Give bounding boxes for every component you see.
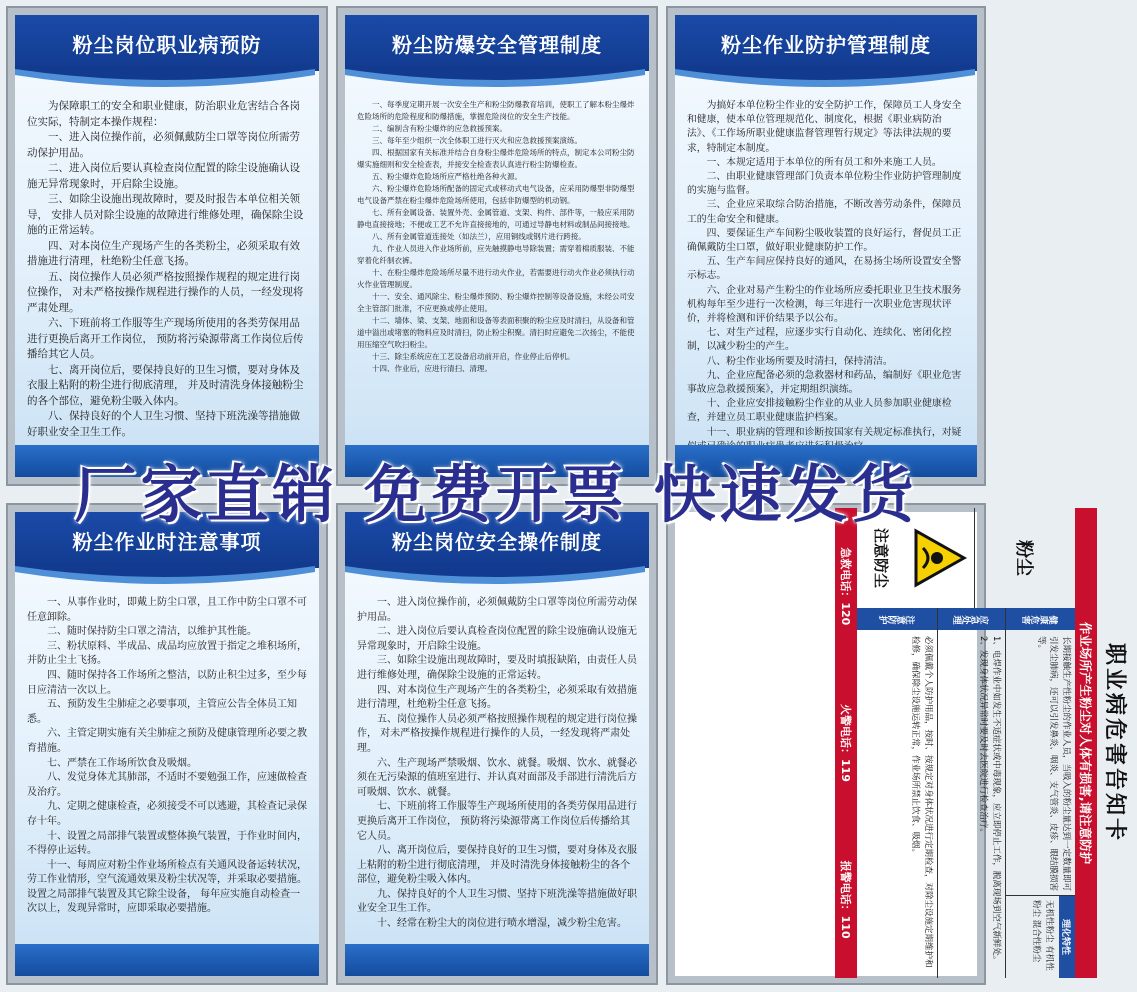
poster-body [357,99,637,441]
paragraph: 九、定期之健康检查，必须接受不可以逃避，其检查记录保存十年。 [27,801,307,827]
poster-title: 粉尘岗位职业病预防 [15,15,319,71]
poster-body [357,596,637,940]
header-wave-decoration [675,65,975,95]
paragraph: 一、每季度定期开展一次安全生产和粉尘防爆教育培训，使职工了解本粉尘爆炸危险场所的危险程度和防爆措施，掌握危险岗位的安全生产技能。 [357,100,635,121]
paragraph: 二、进入岗位后要认真检查岗位配置的除尘设施确认设施无异常现象时，开启除尘设施。 [27,162,300,190]
protection-section [857,608,937,978]
poster-protection-management [668,8,984,484]
paragraph: 十、设置之局部排气装置或整体换气装置，于作业时间内，不得停止运转。 [27,830,307,857]
paragraph: 十一、职业病的管理和诊断按国家有关规定标准执行，对疑 [706,426,962,438]
paragraph: 七、对生产过程，应逐步实行自动化、连续化、密闭化控制，以减少粉尘的产生。 [687,327,952,353]
paragraph: 四、对本岗位生产现场产生的各类粉尘，必须采取有效措施进行清理，杜绝粉尘任意飞扬。 [357,684,637,711]
paragraph: 为搞好本单位粉尘作业的安全防护工作，保障员工人身安全和健康，使本单位管理规范化、制度化，根据《职业病防治法》、《工作场所职业健康监督管理暂行规定》等法律法规的要求，特制定本制度。 [687,100,962,154]
paragraph: 十、企业应安排接触粉尘作业的从业人员参加职业健康检查，并建立员工职业健康监护档案。 [687,398,952,424]
health-hazard-text: 长期接触生产性粉尘的作业人员，当吸入的粉尘量达到一定数量即可引发尘肺病，还可以引发鼻炎、咽炎、支气管炎、皮疹、眼结膜损害等。 [1036,636,1071,892]
protection-label: 注意防护 [857,608,937,630]
paragraph: 五、生产车间应保持良好的通风，在易扬尘场所设置安全警示标志。 [687,256,962,282]
paragraph: 六、下班前将工作服等生产现场所使用的各类劳保用品进行更换后离开工作岗位， 预防将污染源带离工作岗位后传播给其它人员。 [27,317,304,360]
protection-text: 必须佩戴个人防护用品，按时、按规定对身体状况进行定期检查，对除尘设施定期维护和检修，确保除尘设施运转正常，作业场所禁止饮食、吸烟。 [910,636,933,968]
paragraph: 二、编制含有粉尘爆炸的应急救援预案。 [372,124,507,133]
paragraph: 七、离开岗位后，要保持良好的卫生习惯，要对身体及衣服上粘附的粉尘进行彻底清理， 并及时清洗身体接触粉尘的各个部位，避免粉尘吸入体内。 [27,363,304,407]
paragraph: 一、进入岗位操作前，必须佩戴防尘口罩等岗位所需劳动保护用品。 [357,597,637,623]
paragraph: 六、生产现场严禁吸烟、饮水、就餐。吸烟、饮水、就餐必须在无污染源的值班室进行、并认真对面部及手部进行清洗后方可吸烟、饮水、就餐。 [357,757,637,798]
poster-title: 粉尘防爆安全管理制度 [345,15,649,71]
poster-dust-prevention [8,8,326,484]
first-aid-phone: 急救电话：120 [839,547,852,626]
poster-footer [345,944,649,976]
paragraph: 五、粉尘爆炸危险场所应严格杜绝各种火源。 [372,172,522,181]
paragraph: 五、预防发生尘肺症之必要事项，主管应公告全体员工知悉。 [27,699,297,725]
paragraph: 五、岗位操作人员必须严格按照操作规程的规定进行岗位操作， 对未严格按操作规程进行操作的人员，一经发现将严肃处理。 [357,713,637,754]
paragraph: 十三、除尘系统应在工艺设备启动前开启，作业停止后停机。 [372,352,575,361]
poster-title: 粉尘作业时注意事项 [15,512,319,568]
poster-title: 粉尘作业防护管理制度 [675,15,977,71]
paragraph: 九、作业人员进入作业场所前，应先触摸静电导除装置；需穿着棉质服装、不能穿着化纤制衣裤。 [357,244,635,265]
paragraph: 十一、每周应对粉尘作业场所检点有关通风设备运转状况，劳工作业情形，空气流通效果及粉尘状况等，并采取必要措施。设置之局部排气装置及其它除尘设备， 每年应实施自动检查一次以上，发现异常时，应即采取必要措施。 [27,859,307,915]
paragraph: 十一、安全、通风除尘、粉尘爆炸预防、粉尘爆炸控制等设备设施，未经公司安全主管部门批准，不应更换或停止使用。 [357,292,635,313]
paragraph: 八、离开岗位后，要保持良好的卫生习惯，要对身体及衣服上粘附的粉尘进行彻底清理， 并及时清洗身体接触粉尘的各个部位，避免粉尘吸入体内。 [357,845,637,886]
poster-safe-operation [338,505,656,983]
paragraph: 三、企业应采取综合防治措施，不断改善劳动条件，保障员工的生命安全和健康。 [687,199,962,225]
paragraph: 一、从事作业时，即戴上防尘口罩，且工作中防尘口罩不可任意卸除。 [27,597,307,623]
paragraph: 八、发觉身体尤其肺部，不适时不要勉强工作，应速做检查及治疗。 [27,772,307,798]
fire-phone: 火警电话：119 [839,704,852,782]
physchem-block [1006,895,1075,978]
paragraph: 七、所有金属设备、装置外壳、金属管道、支架、构件、部件等，一般应采用防静电直接接地；不便或工艺不允许直接接地的，可通过导静电材料或制品间接接地。 [357,208,635,229]
header-wave-decoration [15,562,315,592]
poster-title: 粉尘岗位安全操作制度 [345,512,649,568]
health-hazard-label: 健康危害 [1006,608,1075,630]
paragraph: 七、下班前将工作服等生产现场所使用的各类劳保用品进行更换后离开工作岗位， 预防将污染源带离工作岗位后传播给其它人员。 [357,801,637,842]
paragraph: 四、要保证生产车间粉尘吸收装置的良好运行，督促员工正确佩戴防尘口罩，做好职业健康防护工作。 [687,227,962,254]
emergency-label: 应急处理 [938,608,1005,630]
paragraph: 三、粉状原料、半成品、成品均应放置于指定之堆积场所，并防止尘土飞扬。 [27,640,307,667]
paragraph: 七、严禁在工作场所饮食及吸烟。 [47,757,197,769]
poster-explosion-safety [338,8,656,484]
header-wave-decoration [345,65,645,95]
hazard-name: 粉尘 [974,508,1075,608]
paragraph: 五、岗位操作人员必须严格按照操作规程的规定进行岗位操作， 对未严格按操作规程进行操作的人员，一经发现将严肃处理。 [27,270,304,314]
promo-banner: 厂家直销 免费开票 快速发货 [74,457,918,531]
paragraph: 三、每年至少组织一次全体职工进行灭火和应急救援预案演练。 [372,136,582,145]
paragraph: 八、粉尘作业场所要及时清扫，保持清洁。 [706,355,893,367]
physchem-text: 无机性粉尘 有机性粉尘 混合性粉尘 [1031,900,1054,971]
paragraph: 为保障职工的安全和职业健康，防治职业危害结合各岗位实际，特制定本操作规程： [27,100,300,128]
emergency-section [937,608,1005,978]
paragraph: 一、进入岗位操作前，必须佩戴防尘口罩等岗位所需劳动保护用品。 [27,131,300,159]
paragraph: 十四、作业后，应进行清扫、清理。 [372,364,492,373]
paragraph: 四、对本岗位生产现场产生的各类粉尘，必须采取有效措施进行清理，杜绝粉尘任意飞扬。 [27,239,300,267]
poster-body [27,596,307,940]
poster-body [687,99,965,441]
paragraph: 十二、墙体、梁、支架、地面和设备等表面积聚的粉尘应及时清扫，从设备和管道中溢出或堵塞的物料应及时清扫，防止粉尘积聚。清扫时应避免二次扬尘，不能使用压缩空气吹扫粉尘。 [357,316,635,349]
emergency-text: 1、电焊作业中如发生不适症状或中毒现象，应立即停止工作，脱离现场到空气新鲜处。 2、发现身体状况异常时要及时去医院进行检查治疗。 [978,636,1001,965]
paragraph: 六、主管定期实施有关尘肺症之预防及健康管理所必要之教育措施。 [27,728,307,754]
hazard-card-content [835,508,1137,978]
paragraph: 十、经常在粉尘大的岗位进行喷水增湿，减少粉尘危害。 [377,918,627,930]
hazard-notice-card [668,505,1128,983]
paragraph: 二、进入岗位后要认真检查岗位配置的除尘设施确认设施无异常现象时，开启除尘设施。 [357,626,637,652]
paragraph: 四、随时保持各工作场所之整洁，以防止积尘过多，至少每日应清洁一次以上。 [27,669,307,696]
warning-label: 注意防尘 [872,527,890,588]
poster-footer [15,944,319,976]
paragraph: 八、保持良好的个人卫生习惯、坚持下班洗澡等措施做好职业安全卫生工作。 [27,410,300,438]
paragraph: 八、所有金属管道连接处（如法兰），应用铜线或钢片进行跨接。 [372,232,586,241]
police-phone: 报警电话：110 [839,860,852,939]
paragraph: 三、如除尘设施出现故障时，要及时填报缺陷，由责任人员进行维修处理，确保除尘设施的正常运转。 [357,655,637,681]
paragraph: 一、本规定适用于本单位的所有员工和外来施工人员。 [706,156,942,168]
paragraph: 九、保持良好的个人卫生习惯、坚持下班洗澡等措施做好职业安全卫生工作。 [357,888,637,915]
dust-warning-icon [913,528,967,588]
paragraph: 二、由职业健康管理部门负责本单位粉尘作业防护管理制度的实施与监督。 [687,171,962,197]
paragraph: 十、在粉尘爆炸危险场所尽量不进行动火作业，若需要进行动火作业必须执行动火作业管理制度。 [357,268,635,289]
paragraph: 六、粉尘爆炸危险场所配备的固定式或移动式电气设备，应采用防爆型非防爆型电气设备严禁在粉尘爆炸危险场所使用，包括非防爆型的机动钢。 [357,184,635,205]
card-info-column [857,608,1075,978]
paragraph: 二、随时保持防尘口罩之清洁，以维护其性能。 [47,626,257,638]
header-wave-decoration [345,562,645,592]
poster-operation-notes [8,505,326,983]
card-subtitle: 作业场所产生粉尘对人体有损害,请注意防护 [1075,508,1097,978]
header-wave-decoration [15,65,315,95]
paragraph: 三、如除尘设施出现故障时，要及时报告本单位相关领导， 安排人员对除尘设施的故障进行维修处理，确保除尘设施的正常运转。 [27,193,304,236]
health-hazard-section [1005,608,1075,978]
paragraph: 六、企业对易产生粉尘的作业场所应委托职业卫生技术服务机构每年至少进行一次检测，每三年进行一次职业危害现状评价，并将检测和评价结果予以公布。 [687,284,962,325]
card-title: 职业病危害告知卡 [1102,642,1128,843]
paragraph: 四、根据国家有关标准并结合自身粉尘爆炸危险场所的特点，制定本公司粉尘防爆实施细则和安全检查表，并接安全检查表认真进行粉尘防爆检查。 [357,148,635,169]
poster-body [27,99,307,441]
physchem-label: 理化特性 [1059,896,1075,978]
emergency-phone-bar [835,508,857,978]
paragraph: 九、企业应配备必须的急救器材和药品，编制好《职业危害事故应急救援预案》，并定期组织演练。 [687,369,962,396]
